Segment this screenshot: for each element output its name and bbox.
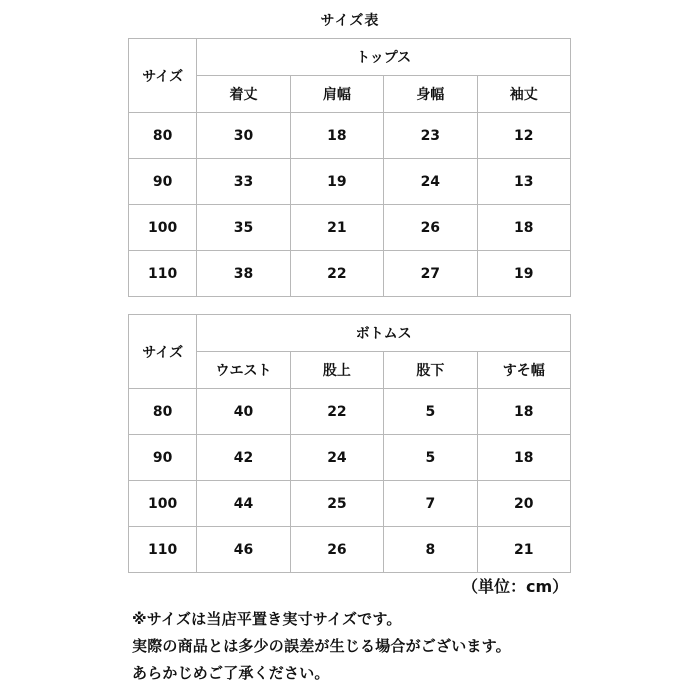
value-cell: 38 <box>197 251 290 297</box>
value-cell: 22 <box>290 389 383 435</box>
note-line: あらかじめご了承ください。 <box>132 664 330 682</box>
column-header: 袖丈 <box>477 76 570 113</box>
size-cell: 110 <box>129 251 197 297</box>
page-title: サイズ表 <box>320 13 380 29</box>
value-cell: 46 <box>197 527 290 573</box>
value-cell: 23 <box>384 113 477 159</box>
size-cell: 100 <box>129 481 197 527</box>
value-cell: 40 <box>197 389 290 435</box>
value-cell: 18 <box>477 389 570 435</box>
value-cell: 44 <box>197 481 290 527</box>
value-cell: 8 <box>384 527 477 573</box>
size-header: サイズ <box>129 39 197 113</box>
size-cell: 90 <box>129 435 197 481</box>
table-row <box>129 435 571 481</box>
value-cell: 12 <box>477 113 570 159</box>
bottoms-size-table <box>128 314 571 573</box>
note-line: ※サイズは当店平置き実寸サイズです。 <box>132 610 402 628</box>
value-cell: 20 <box>477 481 570 527</box>
value-cell: 5 <box>384 389 477 435</box>
value-cell: 25 <box>290 481 383 527</box>
size-cell: 90 <box>129 159 197 205</box>
size-cell: 100 <box>129 205 197 251</box>
tops-size-table <box>128 38 571 297</box>
value-cell: 18 <box>477 205 570 251</box>
table-row <box>129 113 571 159</box>
table-row <box>129 527 571 573</box>
column-header: 身幅 <box>384 76 477 113</box>
tops-group-header: トップス <box>197 39 571 76</box>
size-header: サイズ <box>129 315 197 389</box>
value-cell: 21 <box>290 205 383 251</box>
value-cell: 26 <box>384 205 477 251</box>
size-cell: 110 <box>129 527 197 573</box>
value-cell: 19 <box>290 159 383 205</box>
value-cell: 13 <box>477 159 570 205</box>
table-row <box>129 389 571 435</box>
notes <box>132 606 511 687</box>
column-header: 股上 <box>290 352 383 389</box>
value-cell: 5 <box>384 435 477 481</box>
column-header: 肩幅 <box>290 76 383 113</box>
column-header: 股下 <box>384 352 477 389</box>
column-header: ウエスト <box>197 352 290 389</box>
column-header: すそ幅 <box>477 352 570 389</box>
value-cell: 19 <box>477 251 570 297</box>
value-cell: 21 <box>477 527 570 573</box>
table-row <box>129 205 571 251</box>
value-cell: 18 <box>290 113 383 159</box>
bottoms-group-header: ボトムス <box>197 315 571 352</box>
value-cell: 35 <box>197 205 290 251</box>
value-cell: 27 <box>384 251 477 297</box>
value-cell: 24 <box>290 435 383 481</box>
table-row <box>129 159 571 205</box>
value-cell: 24 <box>384 159 477 205</box>
value-cell: 22 <box>290 251 383 297</box>
table-row <box>129 251 571 297</box>
value-cell: 18 <box>477 435 570 481</box>
value-cell: 26 <box>290 527 383 573</box>
table-row <box>129 481 571 527</box>
value-cell: 30 <box>197 113 290 159</box>
value-cell: 42 <box>197 435 290 481</box>
unit-label: （単位：cm） <box>462 577 569 596</box>
size-cell: 80 <box>129 113 197 159</box>
size-cell: 80 <box>129 389 197 435</box>
column-header: 着丈 <box>197 76 290 113</box>
value-cell: 7 <box>384 481 477 527</box>
value-cell: 33 <box>197 159 290 205</box>
note-line: 実際の商品とは多少の誤差が生じる場合がございます。 <box>132 637 511 655</box>
